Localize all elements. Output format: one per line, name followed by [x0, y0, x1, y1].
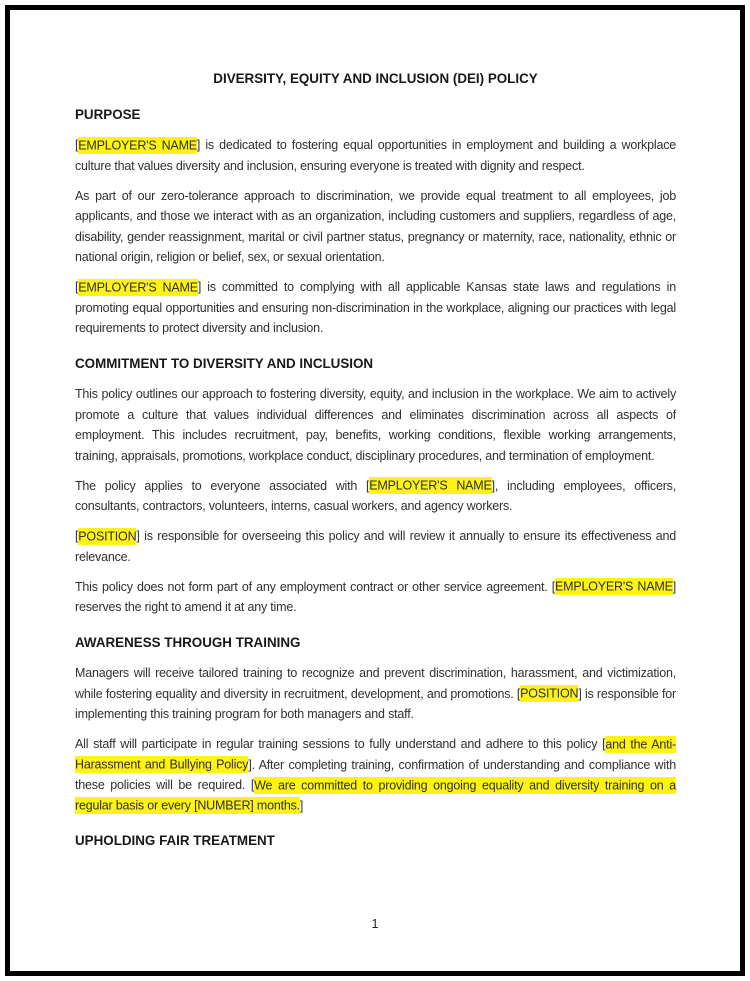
highlighted-clause: We are committed to providing ongoing equality and diversity training on a regular basis or every [NUMBER] months. [75, 778, 676, 813]
highlighted-placeholder: EMPLOYER'S NAME [78, 138, 197, 152]
document-content [75, 69, 676, 862]
text-run: ] is responsible for implementing this training program for both managers and staff. [75, 686, 676, 721]
text-run: As part of our zero-tolerance approach to discrimination, we provide equal treatment to all employees, job applicants, and those we interact with as an organization, including customers and suppliers, regardless of age, disability, gender reassignment, marital or civil partner status, pregnancy or maternity, race, nationality, ethnic or national origin, religion or belief, sex, or sexual orientation. [75, 188, 676, 264]
paragraph [75, 186, 676, 268]
text-run: ] [299, 798, 304, 813]
text-run: This policy outlines our approach to fostering diversity, equity, and inclusion in the workplace. We aim to actively promote a culture that values individual differences and eliminates discrimination across all aspects of employment. This includes recruitment, pay, benefits, working conditions, flexible working arrangements, training, appraisals, promotions, workplace conduct, disciplinary procedures, and termination of employment. [75, 387, 676, 463]
text-run: ] is responsible for overseeing this policy and will review it annually to ensure its effectiveness and relevance. [75, 529, 676, 564]
document-title: DIVERSITY, EQUITY AND INCLUSION (DEI) POLICY [213, 71, 538, 86]
paragraph [75, 384, 676, 466]
text-run: ], including employees, officers, consultants, contractors, volunteers, interns, casual workers, and agency workers. [75, 478, 676, 513]
text-run: Managers will receive tailored training to recognize and prevent discrimination, harassment, and victimization, while fostering equality and diversity in recruitment, development, and promotions. [ [75, 666, 676, 701]
highlighted-placeholder: POSITION [520, 686, 579, 701]
paragraph [75, 663, 676, 725]
paragraph [75, 277, 676, 339]
text-run: [ [75, 529, 79, 543]
highlighted-clause: and the Anti-Harassment and Bullying Policy [75, 737, 676, 772]
paragraph [75, 476, 676, 517]
paragraph [75, 577, 676, 618]
paragraph [75, 526, 676, 567]
heading-awareness: AWARENESS THROUGH TRAINING [75, 634, 301, 650]
text-run: ]. After completing training, confirmation of understanding and compliance with these policies will be required. [ [75, 757, 676, 792]
text-run: The policy applies to everyone associated with [ [75, 478, 370, 493]
highlighted-placeholder: EMPLOYER'S NAME [555, 579, 673, 594]
heading-commitment: COMMITMENT TO DIVERSITY AND INCLUSION [75, 355, 374, 371]
paragraph [75, 734, 676, 816]
text-run: [ [75, 138, 79, 152]
text-run: All staff will participate in regular training sessions to fully understand and adhere to this policy [ [75, 737, 606, 751]
text-run: [ [75, 280, 79, 294]
heading-upholding: UPHOLDING FAIR TREATMENT [75, 833, 275, 848]
paragraph [75, 135, 676, 176]
text-run: This policy does not form part of any employment contract or other service agreement. [ [75, 579, 555, 594]
highlighted-placeholder: EMPLOYER'S NAME [78, 280, 198, 294]
heading-purpose: PURPOSE [75, 106, 141, 122]
text-run: ] is committed to complying with all applicable Kansas state laws and regulations in promoting equal opportunities and ensuring non-discrimination in the workplace, aligning our practices with legal requirements to protect diversity and inclusion. [75, 280, 676, 335]
text-run: ] is dedicated to fostering equal opportunities in employment and building a workplace culture that values diversity and inclusion, ensuring everyone is treated with dignity and respect. [75, 138, 676, 173]
highlighted-placeholder: EMPLOYER'S NAME [369, 478, 492, 493]
text-run: ] reserves the right to amend it at any time. [75, 579, 676, 614]
page-number: 1 [371, 917, 379, 931]
highlighted-placeholder: POSITION [78, 529, 137, 543]
